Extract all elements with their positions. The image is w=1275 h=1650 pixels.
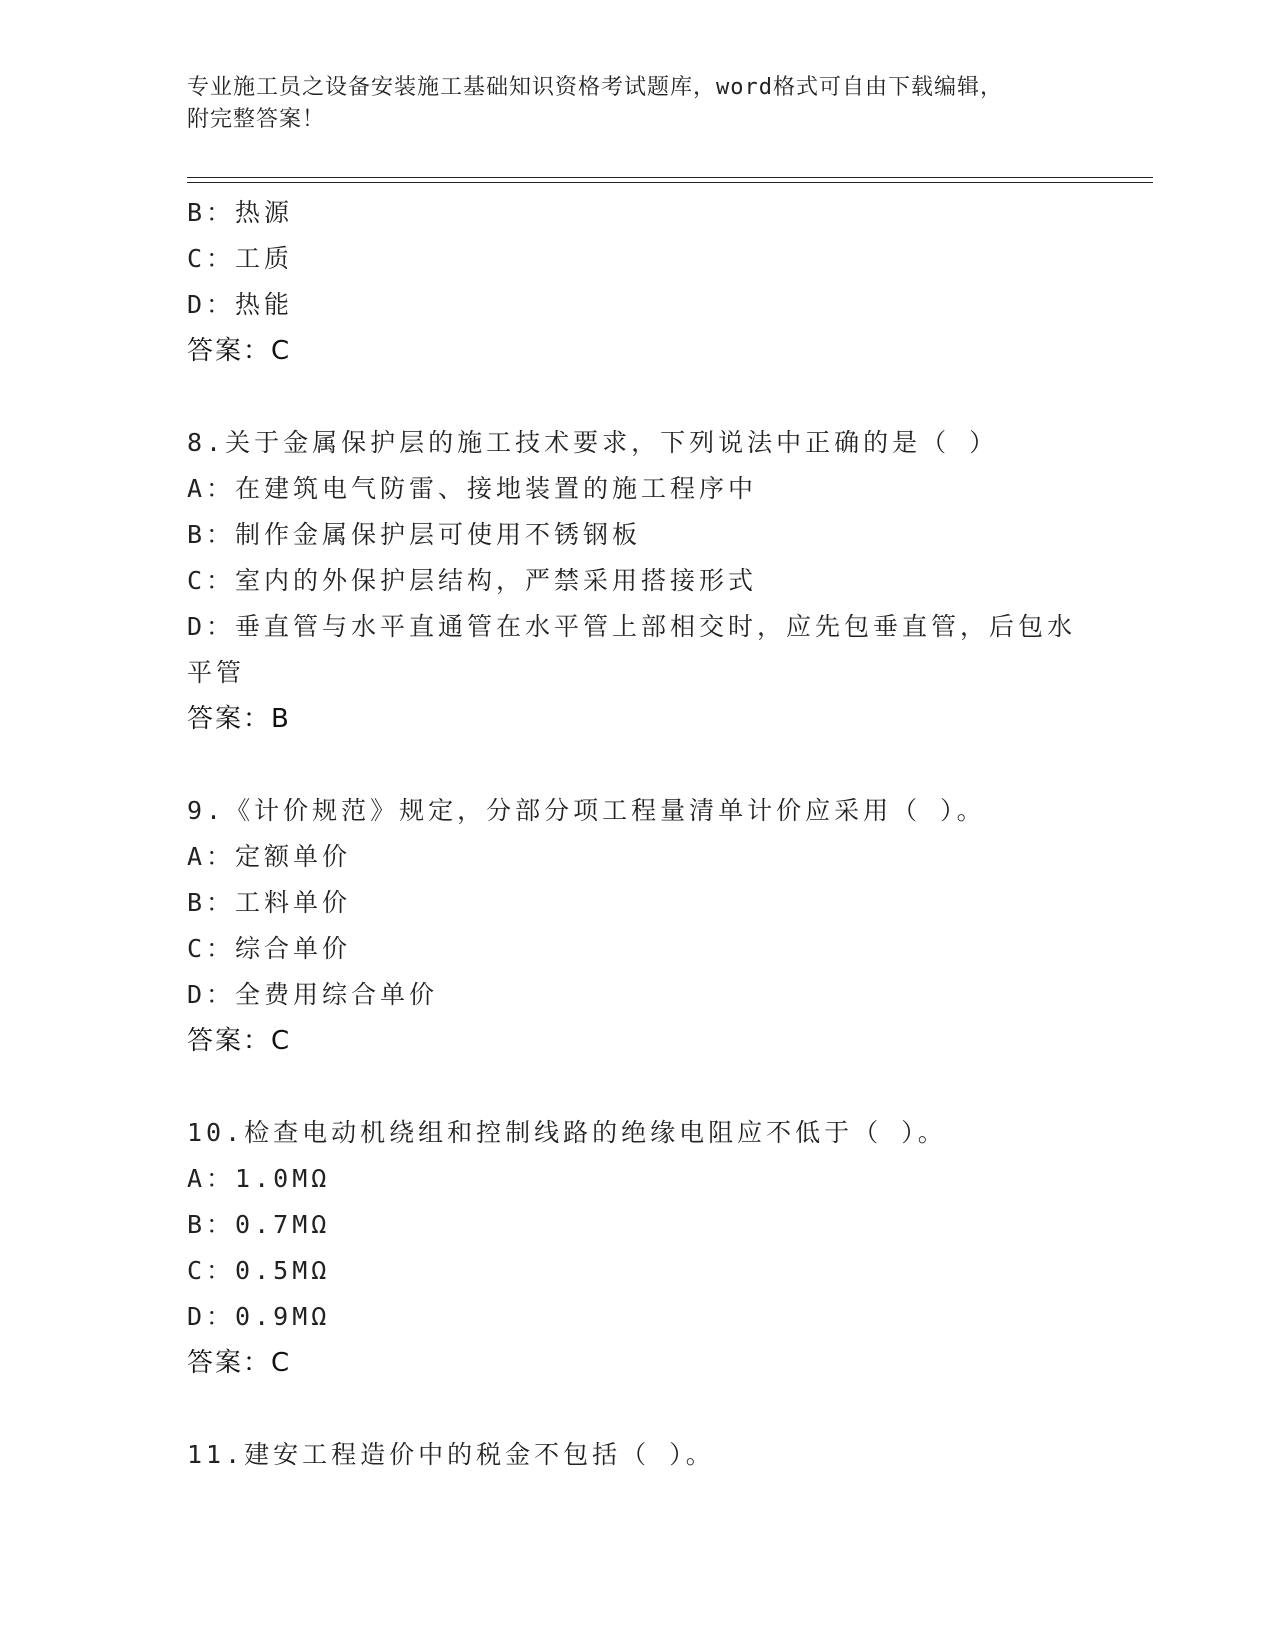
question-stem: 10.检查电动机绕组和控制线路的绝缘电阻应不低于（ ）。 (187, 1118, 947, 1147)
header-rule-top (187, 177, 1153, 178)
header-line-1: 专业施工员之设备安装施工基础知识资格考试题库，word格式可自由下载编辑， (187, 75, 1003, 100)
question-10 (187, 1110, 1087, 1386)
option-c: C：室内的外保护层结构，严禁采用搭接形式 (187, 566, 758, 595)
spacer (187, 1386, 1087, 1432)
header-line-2: 附完整答案！ (187, 107, 326, 132)
spacer (187, 374, 1087, 420)
page-header (187, 72, 1087, 136)
option-d: D：0.9MΩ (187, 1302, 331, 1331)
question-stem: 11.建安工程造价中的税金不包括（ ）。 (187, 1440, 715, 1469)
question-11 (187, 1432, 1087, 1478)
answer-line: 答案：C (187, 1026, 292, 1056)
question-9 (187, 788, 1087, 1064)
option-b: B：热源 (187, 198, 294, 227)
spacer (187, 742, 1087, 788)
option-b: B：工料单价 (187, 888, 352, 917)
option-d: D：热能 (187, 290, 294, 319)
option-c: C：工质 (187, 244, 294, 273)
option-d-continuation: 平管 (187, 658, 246, 687)
option-a: A：在建筑电气防雷、接地装置的施工程序中 (187, 474, 758, 503)
option-d: D：垂直管与水平直通管在水平管上部相交时，应先包垂直管，后包水 (187, 612, 1077, 641)
question-7-remainder (187, 190, 1087, 374)
option-c: C：综合单价 (187, 934, 352, 963)
answer-line: 答案：B (187, 704, 291, 734)
question-stem: 8.关于金属保护层的施工技术要求，下列说法中正确的是（ ） (187, 428, 999, 457)
option-c: C：0.5MΩ (187, 1256, 331, 1285)
question-list (187, 190, 1087, 1478)
option-b: B：制作金属保护层可使用不锈钢板 (187, 520, 642, 549)
header-rule-bottom (187, 182, 1153, 183)
option-d: D：全费用综合单价 (187, 980, 439, 1009)
spacer (187, 1064, 1087, 1110)
option-b: B：0.7MΩ (187, 1210, 331, 1239)
option-a: A：定额单价 (187, 842, 352, 871)
option-a: A：1.0MΩ (187, 1164, 331, 1193)
answer-line: 答案：C (187, 336, 292, 366)
question-8 (187, 420, 1087, 742)
answer-line: 答案：C (187, 1348, 292, 1378)
question-stem: 9.《计价规范》规定，分部分项工程量清单计价应采用（ ）。 (187, 796, 986, 825)
